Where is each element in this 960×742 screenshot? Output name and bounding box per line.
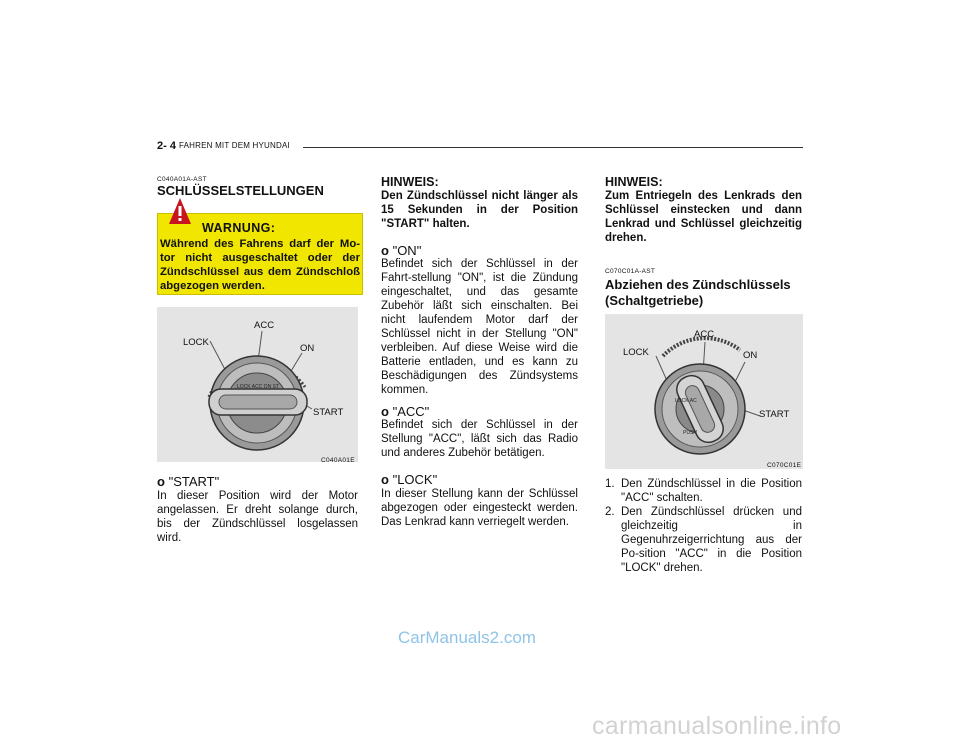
section-code-right: C070C01A-AST — [605, 268, 656, 275]
label-on: ON — [300, 343, 315, 354]
label-start: START — [313, 407, 344, 418]
svg-text:LOCK ACC ON ST: LOCK ACC ON ST — [237, 384, 279, 390]
chapter-title: FAHREN MIT DEM HYUNDAI — [179, 141, 290, 150]
acc-label: "ACC" — [392, 404, 430, 419]
acc-heading — [381, 404, 429, 419]
watermark-carmanuals2: CarManuals2.com — [398, 628, 536, 647]
label-acc: ACC — [254, 320, 275, 331]
on-label: "ON" — [392, 243, 422, 258]
ignition-switch-illustration-right — [605, 314, 803, 469]
start-prefix: o — [157, 474, 165, 489]
ignition-figure-left — [157, 307, 358, 462]
note-title-right: HINWEIS: — [605, 175, 663, 189]
label-acc-right: ACC — [694, 329, 715, 340]
step-number: 1. — [605, 478, 615, 490]
note-text-right: Zum Entriegeln des Lenkrads den Schlüssel einstecken und dann Lenkrad und Schlüssel gleichzeitig drehen. — [605, 190, 802, 244]
on-text: Befindet sich der Schlüssel in der Fahrt-stellung "ON", ist die Zündung eingeschaltet, und das gesamte Zubehör läßt sich einschalten. Bei nicht laufendem Motor darf der Schlüssel nicht in der Stellung "ON" verbleiben. Auf diese Weise wird die Batterie entladen, und es kann zu Beschädigungen des Zündsystems kommen. — [381, 258, 578, 396]
svg-text:PUSH: PUSH — [683, 430, 697, 436]
watermark-carmanualsonline: carmanualsonline.info — [592, 712, 842, 740]
svg-text:LOCK AC: LOCK AC — [675, 398, 697, 404]
acc-prefix: o — [381, 404, 389, 419]
ignition-figure-right — [605, 314, 803, 469]
start-heading — [157, 474, 219, 489]
section-heading-right: Abziehen des Zündschlüssels (Schaltgetriebe) — [605, 277, 791, 308]
page-number: 2- 4 — [157, 140, 176, 152]
header-rule — [303, 147, 803, 148]
label-lock-right: LOCK — [623, 347, 649, 358]
on-heading — [381, 243, 421, 258]
warning-title: WARNUNG: — [202, 221, 276, 235]
warning-triangle-icon — [168, 197, 192, 225]
step-text: Den Zündschlüssel drücken und gleichzeitig in Gegenuhrzeigerrichtung aus der Po-sition "ACC" in die Position "LOCK" drehen. — [621, 506, 802, 574]
warning-box — [157, 213, 363, 295]
label-start-right: START — [759, 409, 790, 420]
acc-text: Befindet sich der Schlüssel in der Stellung "ACC", läßt sich das Radio und anderes Zubehör betätigen. — [381, 419, 578, 459]
figure-code-right: C070C01E — [767, 462, 802, 469]
note-text-middle: Den Zündschlüssel nicht länger als 15 Sekunden in der Position "START" halten. — [381, 190, 578, 230]
warning-text: Während des Fahrens darf der Mo-tor nicht ausgeschaltet oder der Zündschlüssel aus dem Zündschloß abgezogen werden. — [160, 238, 360, 292]
figure-code-left: C040A01E — [321, 457, 355, 464]
ignition-switch-illustration — [157, 307, 358, 462]
on-prefix: o — [381, 243, 389, 258]
lock-text: In dieser Stellung kann der Schlüssel abgezogen oder eingesteckt werden. Das Lenkrad kann verriegelt werden. — [381, 488, 578, 528]
lock-label: "LOCK" — [392, 472, 438, 487]
label-on-right: ON — [743, 350, 758, 361]
label-lock: LOCK — [183, 337, 209, 348]
start-label: "START" — [168, 474, 220, 489]
lock-prefix: o — [381, 472, 389, 487]
step-number: 2. — [605, 506, 615, 518]
list-item — [605, 505, 802, 575]
steps-list — [605, 477, 802, 575]
section-code: C040A01A-AST — [157, 176, 207, 183]
step-text: Den Zündschlüssel in die Position "ACC" schalten. — [621, 478, 802, 504]
start-text: In dieser Position wird der Motor angelassen. Er dreht solange durch, bis der Zündschlüssel losgelassen wird. — [157, 490, 358, 544]
list-item — [605, 477, 802, 505]
section-heading: SCHLÜSSELSTELLUNGEN — [157, 183, 324, 198]
lock-heading — [381, 472, 437, 487]
note-title-middle: HINWEIS: — [381, 175, 439, 189]
